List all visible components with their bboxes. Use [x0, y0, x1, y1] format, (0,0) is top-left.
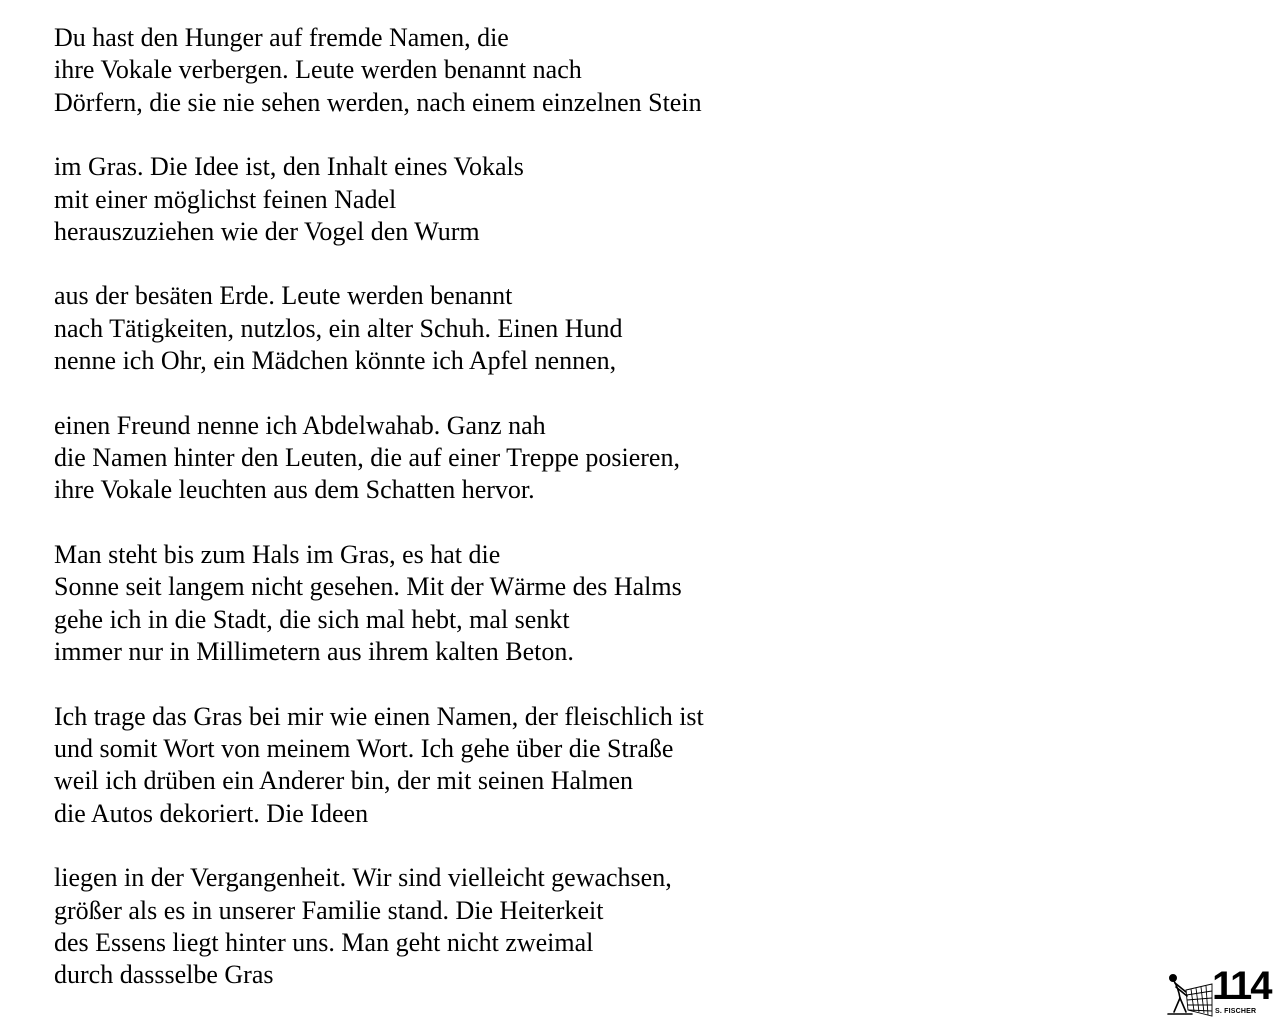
poem-line: und somit Wort von meinem Wort. Ich gehe über die Straße [54, 733, 674, 763]
poem-line: immer nur in Millimetern aus ihrem kalten Beton. [54, 637, 574, 667]
stanza-7 [54, 862, 814, 992]
poem-line: Man steht bis zum Hals im Gras, es hat die [54, 539, 501, 569]
poem-line: die Autos dekoriert. Die Ideen [54, 798, 369, 828]
poem-line: ihre Vokale leuchten aus dem Schatten hervor. [54, 475, 535, 505]
fisherman-icon [1164, 970, 1214, 1018]
poem-line: nenne ich Ohr, ein Mädchen könnte ich Apfel nennen, [54, 346, 617, 376]
poem-line: durch dassselbe Gras [54, 960, 274, 990]
poem-line: Ich trage das Gras bei mir wie einen Namen, der fleischlich ist [54, 701, 704, 731]
publisher-name: S. FISCHER [1215, 1008, 1257, 1015]
poem-line: einen Freund nenne ich Abdelwahab. Ganz nah [54, 410, 546, 440]
poem-line: des Essens liegt hinter uns. Man geht nicht zweimal [54, 927, 594, 957]
stanza-4 [54, 410, 814, 507]
poem [54, 22, 814, 1024]
poem-line: aus der besäten Erde. Leute werden benannt [54, 281, 513, 311]
publisher-footer [1164, 964, 1271, 1020]
poem-line: weil ich drüben ein Anderer bin, der mit seinen Halmen [54, 766, 634, 796]
poem-line: ihre Vokale verbergen. Leute werden benannt nach [54, 55, 582, 85]
stanza-6 [54, 701, 814, 831]
poem-line: Du hast den Hunger auf fremde Namen, die [54, 23, 509, 52]
poem-line: im Gras. Die Idee ist, den Inhalt eines Vokals [54, 152, 524, 182]
poem-line: herauszuziehen wie der Vogel den Wurm [54, 217, 480, 247]
poem-line: Sonne seit langem nicht gesehen. Mit der Wärme des Halms [54, 572, 682, 602]
poem-line: die Namen hinter den Leuten, die auf einer Treppe posieren, [54, 443, 680, 473]
poem-line: gehe ich in die Stadt, die sich mal hebt, mal senkt [54, 604, 570, 634]
page-number: 114 [1212, 964, 1271, 1008]
poem-line: nach Tätigkeiten, nutzlos, ein alter Schuh. Einen Hund [54, 313, 623, 343]
stanza-5 [54, 539, 814, 669]
poem-line: Dörfern, die sie nie sehen werden, nach einem einzelnen Stein [54, 87, 702, 117]
poem-line: größer als es in unserer Familie stand. Die Heiterkeit [54, 895, 604, 925]
stanza-2 [54, 151, 814, 248]
poem-line: mit einer möglichst feinen Nadel [54, 184, 397, 214]
poem-line: liegen in der Vergangenheit. Wir sind vielleicht gewachsen, [54, 863, 672, 893]
stanza-3 [54, 280, 814, 377]
stanza-1 [54, 22, 814, 119]
